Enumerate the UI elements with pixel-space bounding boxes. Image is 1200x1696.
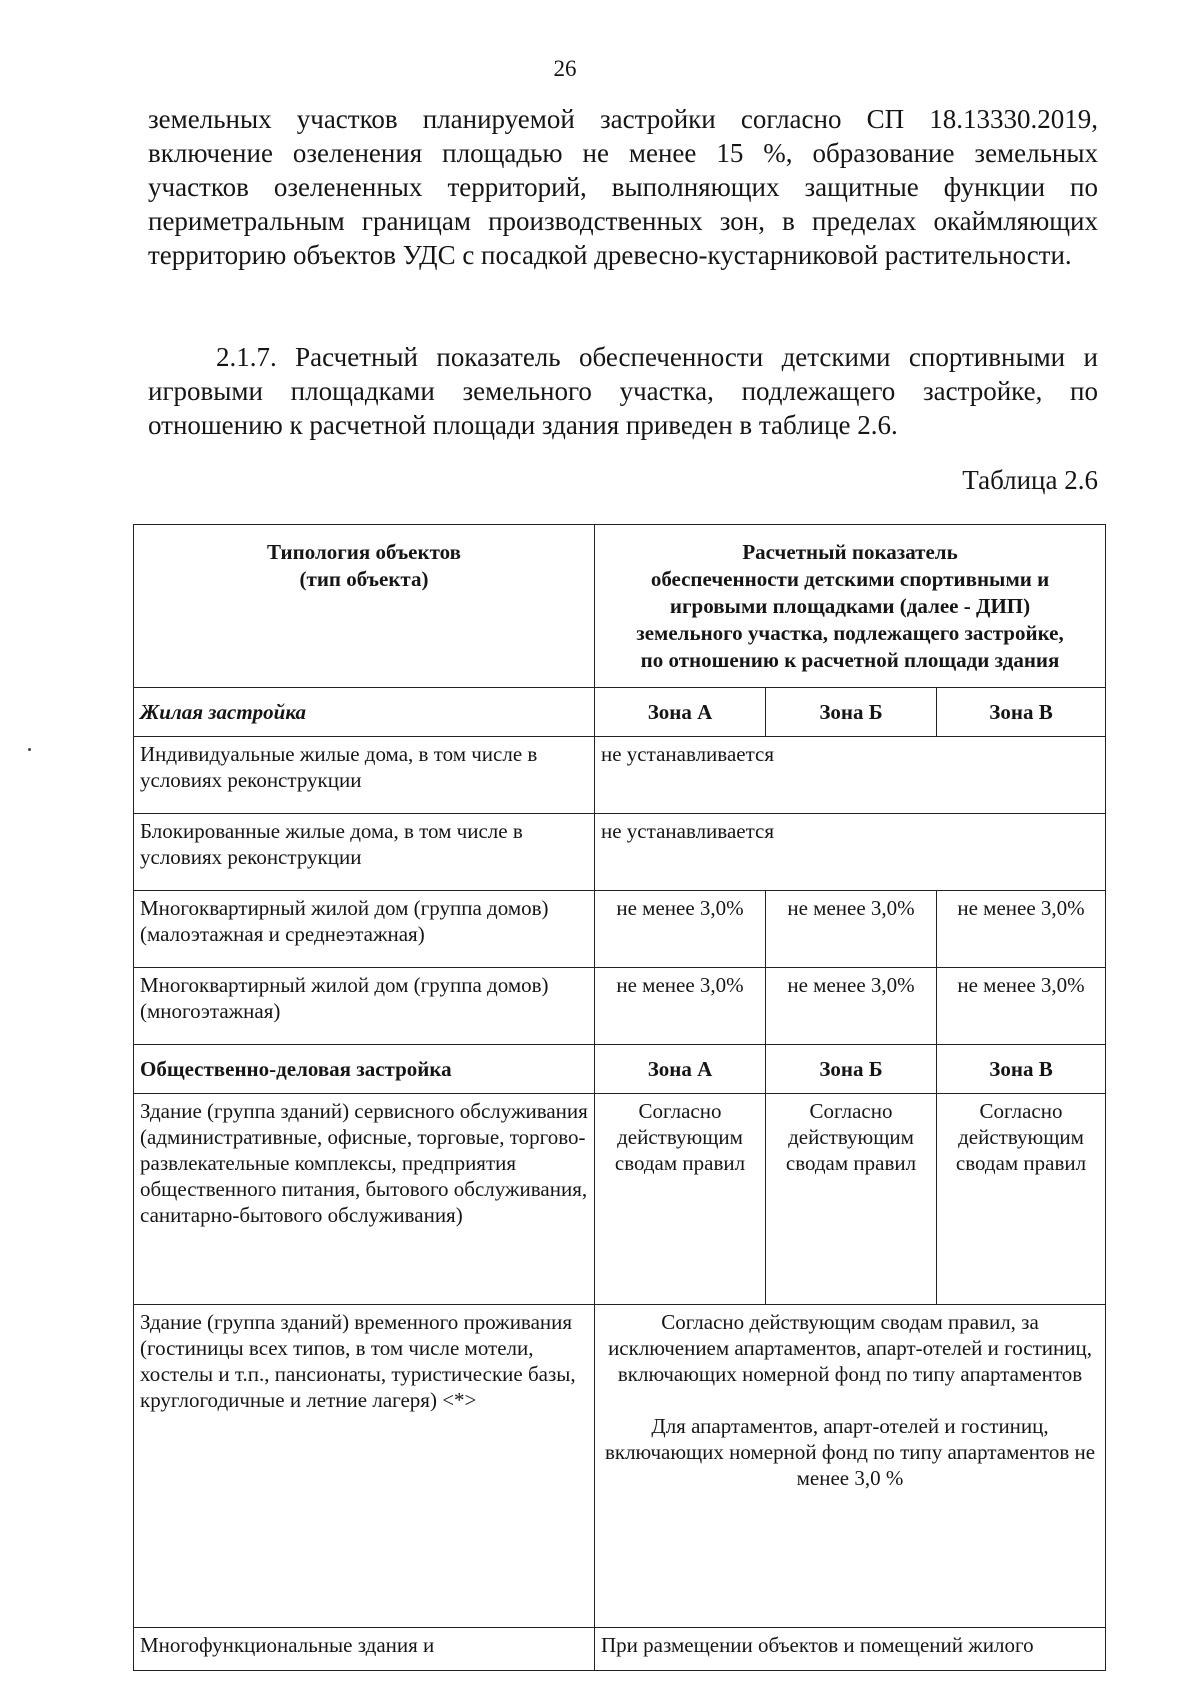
- zone-v-header: Зона В: [937, 1045, 1106, 1094]
- header-typology: [134, 525, 595, 688]
- object-type-cell: Многоквартирный жилой дом (группа домов) (малоэтажная и среднеэтажная): [134, 891, 595, 968]
- indicator-value-cell: не устанавливается: [595, 814, 1106, 891]
- object-type-cell: Здание (группа зданий) сервисного обслуживания (административные, офисные, торговые, торгово-развлекательные комплексы, предприятия общественного питания, бытового обслуживания, санитарно-бытового обслуживания): [134, 1094, 595, 1305]
- zone-a-header: Зона А: [595, 1045, 766, 1094]
- section-row-public: [134, 1045, 1106, 1094]
- zone-a-value: не менее 3,0%: [595, 968, 766, 1045]
- section-label-public: Общественно-деловая застройка: [134, 1045, 595, 1094]
- indicator-value-cell: [595, 1305, 1106, 1628]
- value-line: Согласно: [979, 1099, 1063, 1123]
- zone-b-value: не менее 3,0%: [766, 968, 937, 1045]
- paragraph-2-1-7: 2.1.7. Расчетный показатель обеспеченности детскими спортивными и игровыми площадками земельного участка, подлежащего застройке, по отношению к расчетной площади здания приведен в таблице 2.6.: [148, 342, 1098, 440]
- table-2-6: [133, 524, 1106, 1671]
- section-row-residential: [134, 688, 1106, 737]
- header-typology-line1: Типология объектов: [267, 540, 461, 564]
- value-line: действующим: [788, 1125, 914, 1149]
- value-line: сводам правил: [614, 1151, 746, 1175]
- value-line: действующим: [617, 1125, 743, 1149]
- header-indicator-line: игровыми площадками (далее - ДИП): [669, 594, 1031, 618]
- table-row: [134, 814, 1106, 891]
- table-row: [134, 1628, 1106, 1671]
- value-paragraph-1: Согласно действующим сводам правил, за исключением апартаментов, апарт-отелей и гостиниц, включающих номерной фонд по типу апартаментов: [608, 1310, 1092, 1386]
- header-indicator-line: по отношению к расчетной площади здания: [640, 648, 1060, 672]
- value-line: Согласно: [809, 1099, 893, 1123]
- zone-b-value: [766, 1094, 937, 1305]
- table-row: [134, 737, 1106, 814]
- object-type-cell: Многофункциональные здания и: [134, 1628, 595, 1671]
- zone-a-value: не менее 3,0%: [595, 891, 766, 968]
- object-type-cell: Здание (группа зданий) временного проживания (гостиницы всех типов, в том числе мотели, хостелы и т.п., пансионаты, туристические базы, круглогодичные и летние лагеря) <*>: [134, 1305, 595, 1628]
- value-line: действующим: [958, 1125, 1084, 1149]
- zone-v-header: Зона В: [937, 688, 1106, 737]
- header-indicator-line: земельного участка, подлежащего застройке,: [636, 621, 1064, 645]
- header-indicator: [595, 525, 1106, 688]
- value-line: сводам правил: [785, 1151, 917, 1175]
- value-line: Согласно: [638, 1099, 722, 1123]
- page-number: 26: [553, 56, 577, 81]
- zone-a-value: [595, 1094, 766, 1305]
- header-indicator-line: Расчетный показатель: [742, 540, 958, 564]
- indicator-value-cell: При размещении объектов и помещений жилого: [595, 1628, 1106, 1671]
- zone-b-header: Зона Б: [766, 1045, 937, 1094]
- value-line: сводам правил: [955, 1151, 1087, 1175]
- table-caption: Таблица 2.6: [962, 465, 1098, 495]
- table-header-row: [134, 525, 1106, 688]
- indicator-value-cell: не устанавливается: [595, 737, 1106, 814]
- header-indicator-line: обеспеченности детскими спортивными и: [650, 567, 1050, 591]
- zone-a-header: Зона А: [595, 688, 766, 737]
- value-paragraph-2: Для апартаментов, апарт-отелей и гостиниц, включающих номерной фонд по типу апартаментов не менее 3,0 %: [604, 1414, 1096, 1490]
- table-row: [134, 1094, 1106, 1305]
- object-type-cell: Блокированные жилые дома, в том числе в условиях реконструкции: [134, 814, 595, 891]
- table-row: [134, 891, 1106, 968]
- table-row: [134, 968, 1106, 1045]
- paragraph-gap: [601, 1387, 1099, 1413]
- zone-v-value: не менее 3,0%: [937, 891, 1106, 968]
- object-type-cell: Многоквартирный жилой дом (группа домов) (многоэтажная): [134, 968, 595, 1045]
- section-label-residential: Жилая застройка: [134, 688, 595, 737]
- table-row: [134, 1305, 1106, 1628]
- paragraph-intro: земельных участков планируемой застройки согласно СП 18.13330.2019, включение озеленения площадью не менее 15 %, образование земельных участков озелененных территорий, выполняющих защитные функции по периметральным границам производственных зон, в пределах окаймляющих территорию объектов УДС с посадкой древесно-кустарниковой растительности.: [148, 104, 1098, 270]
- object-type-cell: Индивидуальные жилые дома, в том числе в условиях реконструкции: [134, 737, 595, 814]
- zone-v-value: не менее 3,0%: [937, 968, 1106, 1045]
- header-typology-line2: (тип объекта): [299, 567, 429, 591]
- scan-speck: [28, 748, 31, 751]
- zone-b-value: не менее 3,0%: [766, 891, 937, 968]
- zone-v-value: [937, 1094, 1106, 1305]
- zone-b-header: Зона Б: [766, 688, 937, 737]
